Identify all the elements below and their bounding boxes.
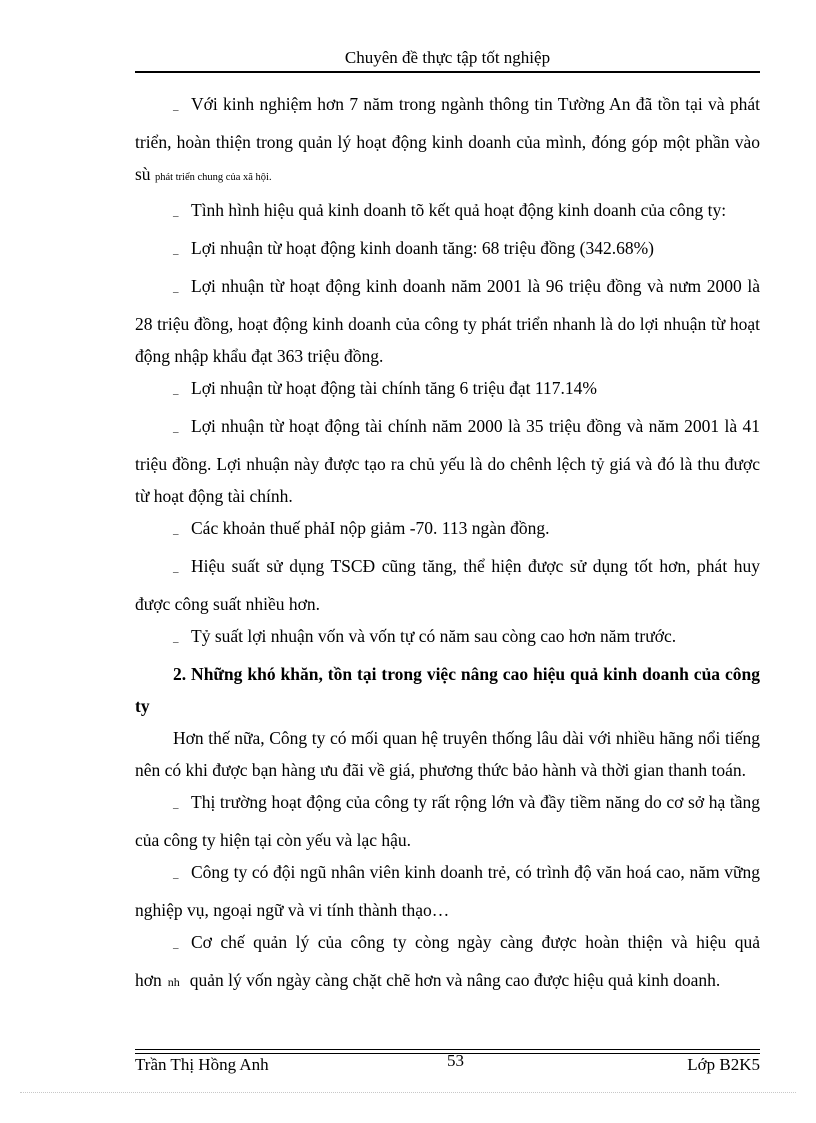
page-footer <box>135 1053 760 1077</box>
footer-author: Trần Thị Hồng Anh <box>135 1055 269 1074</box>
dash-bullet: – <box>173 104 179 116</box>
page-number: 53 <box>447 1051 464 1070</box>
paragraph-financial-profit-growth: – Lợi nhuận từ hoạt động tài chính tăng 6 triệu đạt 117.14% <box>135 372 760 410</box>
paragraph-market: – Thị trường hoạt động của công ty rất rộng lớn và đầy tiềm năng do cơ sở hạ tầng của công ty hiện tại còn yếu và lạc hậu. <box>135 792 760 850</box>
dash-bullet: – <box>173 286 179 298</box>
section-heading: 2. Những khó khăn, tồn tại trong việc nâng cao hiệu quả kinh doanh của công ty <box>135 664 760 716</box>
page-header-title: Chuyên đề thực tập tốt nghiệp <box>344 48 551 67</box>
paragraph-staff: – Công ty có đội ngũ nhân viên kinh doanh trẻ, có trình độ văn hoá cao, năm vững nghiệp vụ, ngoại ngữ và vi tính thành thạo… <box>135 862 760 920</box>
paragraph-business-profit-detail: – Lợi nhuận từ hoạt động kinh doanh năm 2001 là 96 triệu đồng và nưm 2000 là 28 triệu đồng, hoạt động kinh doanh của công ty phát triển nhanh là do lợi nhuận từ hoạt động nhập khẩu đạt 363 triệu đồng. <box>135 276 760 366</box>
dash-bullet: – <box>173 942 179 954</box>
dash-bullet: – <box>173 872 179 884</box>
paragraph-business-profit-growth: – Lợi nhuận từ hoạt động kinh doanh tăng: 68 triệu đồng (342.68%) <box>135 232 760 270</box>
paragraph-financial-profit-detail: – Lợi nhuận từ hoạt động tài chính năm 2000 là 35 triệu đồng và năm 2001 là 41 triệu đồng. Lợi nhuận này được tạo ra chủ yếu là do chênh lệch tỷ giá và đó là thu được từ hoạt động tài chính. <box>135 416 760 506</box>
dash-bullet: – <box>173 566 179 578</box>
paragraph-taxes: – Các khoản thuế phảI nộp giảm -70. 113 ngàn đồng. <box>135 512 760 550</box>
paragraph-profit-ratio: – Tỷ suất lợi nhuận vốn và vốn tự có năm sau còng cao hơn năm trước. <box>135 620 760 658</box>
paragraph-experience: – Với kinh nghiệm hơn 7 năm trong ngành thông tin Tường An đã tồn tại và phát triển, hoàn thiện trong quản lý hoạt động kinh doanh của mình, đóng góp một phần vào sù phát triển chung của xã hội. <box>135 94 760 184</box>
page-edge <box>20 1092 796 1093</box>
paragraph-relationships: Hơn thế nữa, Công ty có mối quan hệ truyên thống lâu dài với nhiều hãng nổi tiếng nên có khi được bạn hàng ưu đãi về giá, phương thức bảo hành và thời gian thanh toán. <box>135 728 760 780</box>
dash-bullet: – <box>173 248 179 260</box>
dash-bullet: – <box>173 528 179 540</box>
stray-text: nh <box>167 975 180 989</box>
paragraph-fixed-assets: – Hiệu suất sử dụng TSCĐ cũng tăng, thể hiện được sử dụng tốt hơn, phát huy được công suất nhiều hơn. <box>135 556 760 614</box>
dash-bullet: – <box>173 388 179 400</box>
paragraph-management: – Cơ chế quản lý của công ty còng ngày càng được hoàn thiện và hiệu quả hơn nh quản lý vốn ngày càng chặt chẽ hơn và nâng cao được hiệu quả kinh doanh. <box>135 932 760 990</box>
dash-bullet: – <box>173 636 179 648</box>
paragraph-business-results: – Tình hình hiệu quả kinh doanh tõ kết quả hoạt động kinh doanh của công ty: <box>135 194 760 232</box>
dash-bullet: – <box>173 426 179 438</box>
document-body <box>135 88 760 998</box>
footer-class-name: Lớp B2K5 <box>687 1055 760 1074</box>
small-text: phát triển chung của xã hội. <box>154 172 272 183</box>
header-rule <box>135 71 760 73</box>
dash-bullet: – <box>173 802 179 814</box>
dash-bullet: – <box>173 210 179 222</box>
